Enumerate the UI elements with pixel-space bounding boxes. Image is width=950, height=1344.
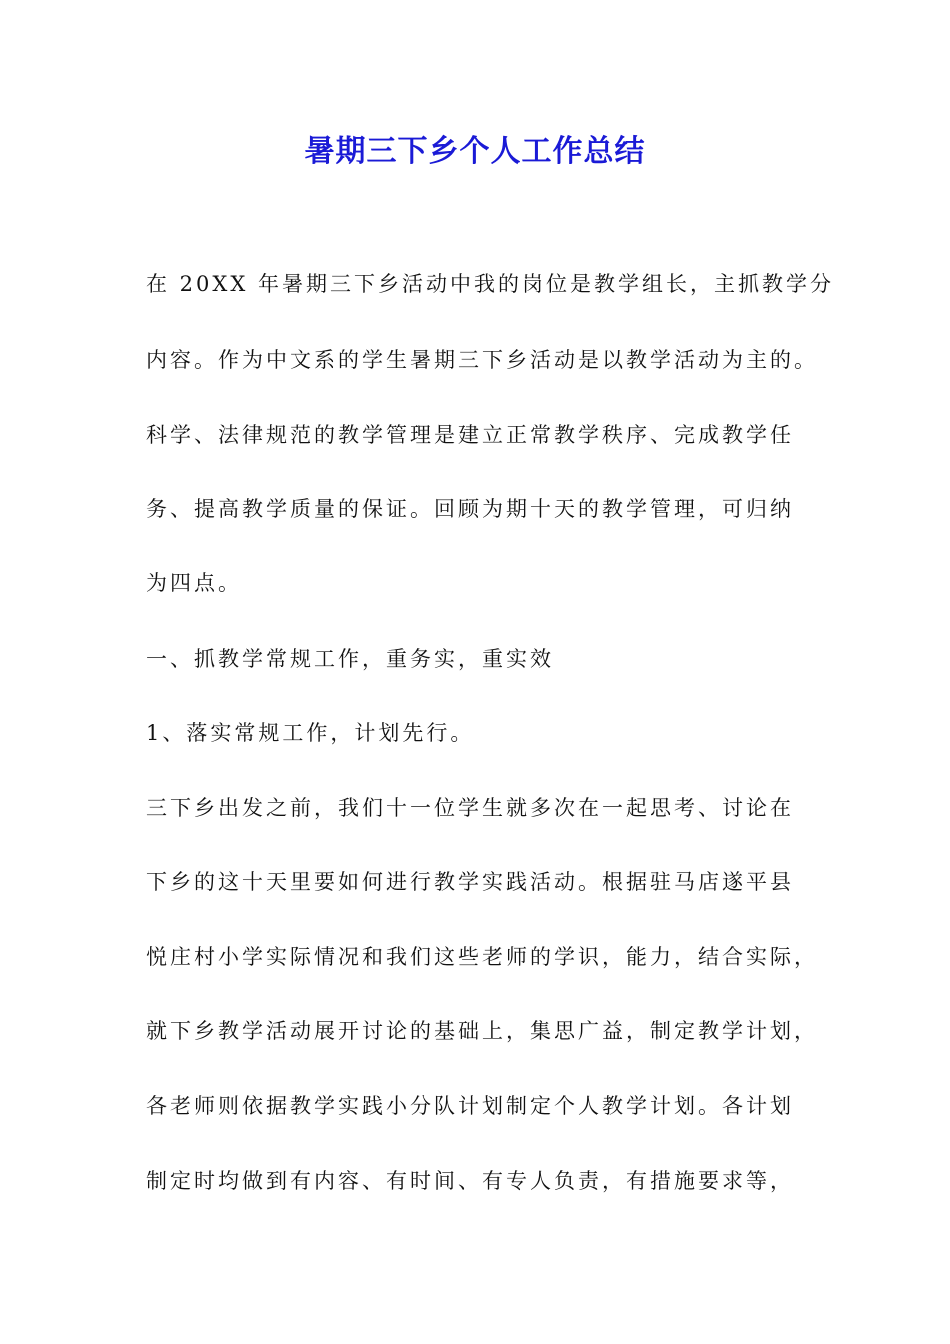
body-line-1: 在 20XX 年暑期三下乡活动中我的岗位是教学组长，主抓教学分 [146, 272, 834, 296]
section-heading: 一、抓教学常规工作，重务实，重实效 [146, 647, 554, 671]
body-line-3: 科学、法律规范的教学管理是建立正常教学秩序、完成教学任 [146, 423, 794, 447]
body-line-2: 内容。作为中文系的学生暑期三下乡活动是以教学活动为主的。 [146, 348, 818, 372]
body-line-4: 务、提高教学质量的保证。回顾为期十天的教学管理，可归纳 [146, 497, 794, 521]
body-line-6: 三下乡出发之前，我们十一位学生就多次在一起思考、讨论在 [146, 796, 794, 820]
body-line-7: 下乡的这十天里要如何进行教学实践活动。根据驻马店遂平县 [146, 870, 794, 894]
document-title: 暑期三下乡个人工作总结 [304, 134, 646, 169]
body-line-9: 就下乡教学活动展开讨论的基础上，集思广益，制定教学计划， [146, 1019, 818, 1043]
body-line-8: 悦庄村小学实际情况和我们这些老师的学识，能力，结合实际， [146, 945, 818, 969]
body-line-10: 各老师则依据教学实践小分队计划制定个人教学计划。各计划 [146, 1094, 794, 1118]
body-line-5: 为四点。 [146, 571, 242, 595]
body-line-11: 制定时均做到有内容、有时间、有专人负责，有措施要求等， [146, 1169, 794, 1193]
subsection-heading: 1、落实常规工作，计划先行。 [146, 721, 475, 745]
